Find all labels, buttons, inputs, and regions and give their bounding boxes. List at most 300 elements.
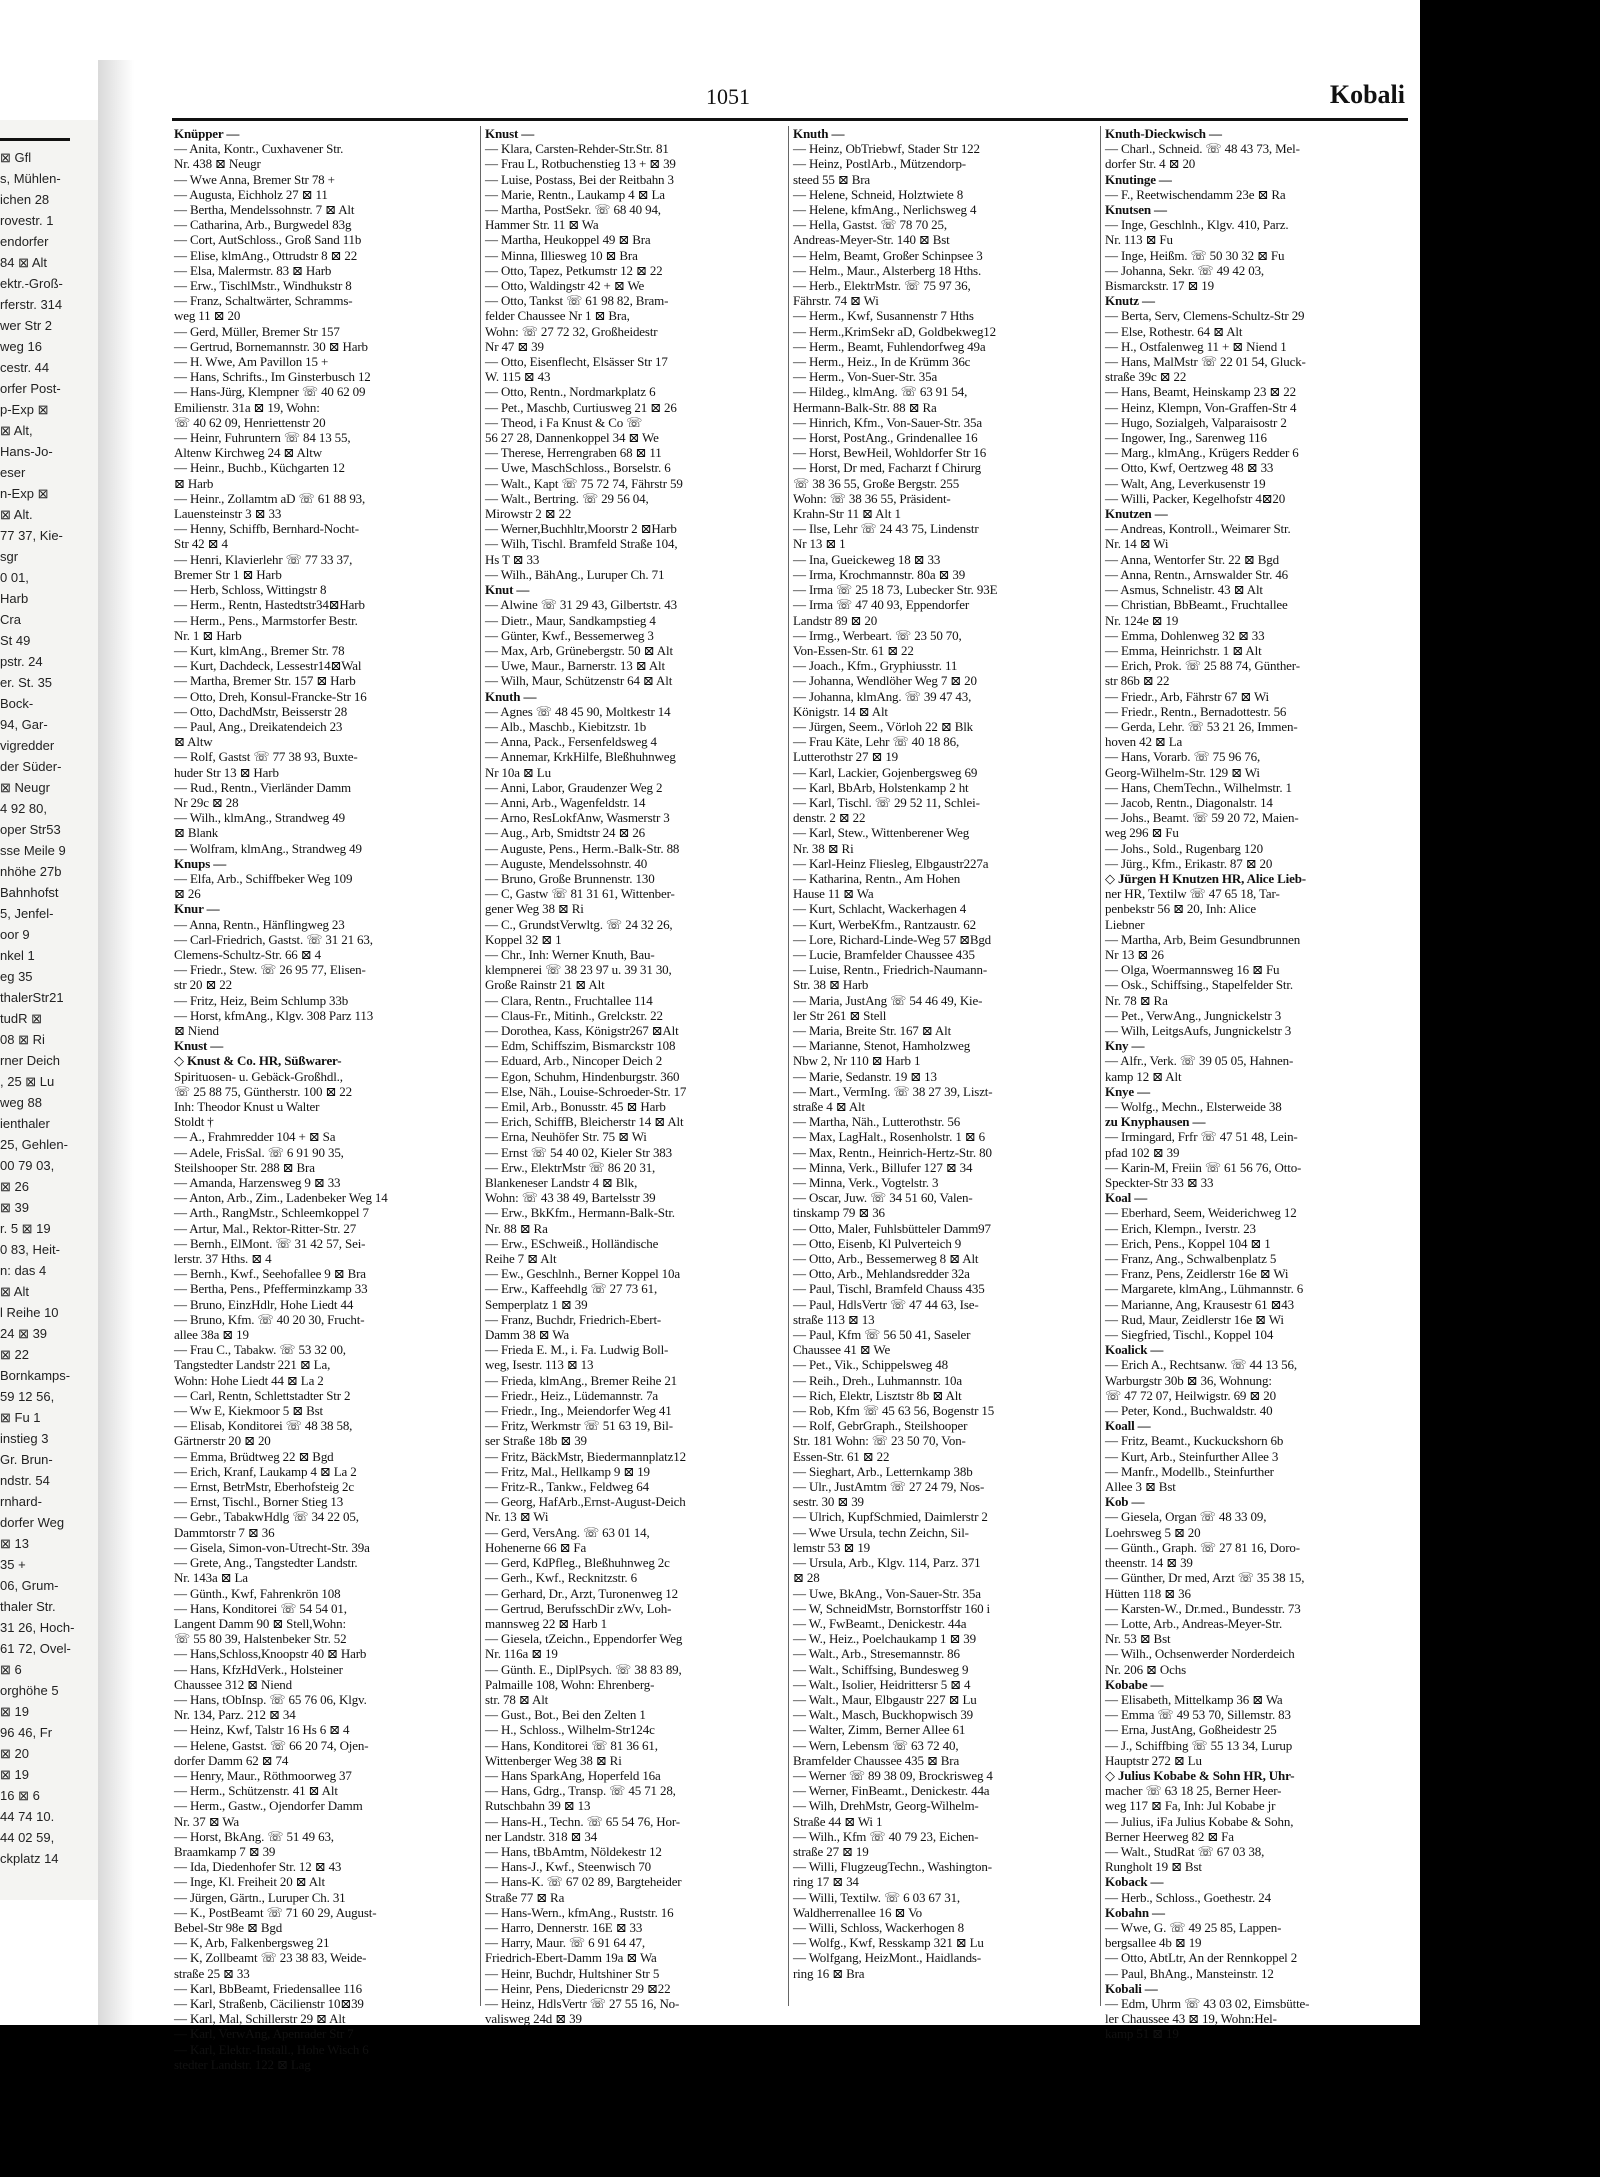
facing-page-fragment: 06, Grum- <box>0 1578 59 1593</box>
directory-entry: — Max, Rentn., Heinrich-Hertz-Str. 80 <box>793 1144 992 1160</box>
directory-entry: — Johanna, klmAng. ☏ 39 47 43, <box>793 688 972 704</box>
directory-entry: ⊠ Blank <box>174 825 219 841</box>
directory-entry: mannsweg 22 ⊠ Harb 1 <box>485 1615 607 1631</box>
directory-entry: — Heinz, ObTriebwf, Stader Str 122 <box>793 141 980 157</box>
directory-entry: Nr. 78 ⊠ Ra <box>1105 992 1168 1008</box>
directory-entry: macher ☏ 63 18 25, Berner Heer- <box>1105 1783 1282 1799</box>
page-number: 1051 <box>706 84 750 109</box>
directory-entry: — Otto, Arb., Mehlandsredder 32a <box>793 1266 970 1282</box>
directory-entry: — Maria, Breite Str. 167 ⊠ Alt <box>793 1022 952 1038</box>
directory-entry: — Walter, Zimm, Berner Allee 61 <box>793 1722 966 1738</box>
directory-entry: — Walt., Schiffsing, Bundesweg 9 <box>793 1661 969 1677</box>
directory-entry: — Hans, Schrifts., Im Ginsterbusch 12 <box>174 369 371 385</box>
directory-entry: Reihe 7 ⊠ Alt <box>485 1251 557 1267</box>
directory-entry: penbekstr 56 ⊠ 20, Inh: Alice <box>1105 901 1256 917</box>
directory-entry: Georg-Wilhelm-Str. 129 ⊠ Wi <box>1105 764 1260 780</box>
directory-column-3 <box>788 126 1093 2006</box>
directory-entry: — Osk., Schiffsing., Stapelfelder Str. <box>1105 977 1293 993</box>
directory-entry: — Herm., Kwf, Susannenstr 7 Hths <box>793 308 974 324</box>
directory-entry: — Bruno, Große Brunnenstr. 130 <box>485 870 655 886</box>
directory-entry: — Heinz, Klempn, Von-Graffen-Str 4 <box>1105 399 1297 415</box>
directory-entry: Knuth — <box>485 688 537 704</box>
directory-entry: — Pet., Maschb, Curtiusweg 21 ⊠ 26 <box>485 399 677 415</box>
directory-entry: — Georg, HafArb.,Ernst-August-Deich <box>485 1494 686 1510</box>
facing-page-fragment: 35 + <box>0 1557 26 1572</box>
facing-page-fragment: l Reihe 10 <box>0 1305 59 1320</box>
directory-entry: — Walt., Isolier, Heidrittersr 5 ⊠ 4 <box>793 1676 971 1692</box>
directory-entry: — Luise, Rentn., Friedrich-Naumann- <box>793 962 988 978</box>
directory-entry: Wohn: ☏ 43 38 49, Bartelsstr 39 <box>485 1190 656 1206</box>
facing-page-fragment: ichen 28 <box>0 192 50 207</box>
directory-entry: — Alwine ☏ 31 29 43, Gilbertstr. 43 <box>485 597 677 613</box>
directory-entry: — Horst, kfmAng., Klgv. 308 Parz 113 <box>174 1007 374 1023</box>
directory-entry: ler Chaussee 43 ⊠ 19, Wohn:Hel- <box>1105 2011 1277 2027</box>
directory-entry: — Anni, Labor, Graudenzer Weg 2 <box>485 779 663 795</box>
directory-entry: — Günter, Kwf., Bessemerweg 3 <box>485 627 654 643</box>
directory-entry: Spirituosen- u. Gebäck-Großhdl., <box>174 1068 343 1084</box>
directory-entry: — Erw., ESchweiß., Holländische <box>485 1235 659 1251</box>
directory-entry: Nr. 88 ⊠ Ra <box>485 1220 548 1236</box>
directory-entry: Hütten 118 ⊠ 36 <box>1105 1585 1191 1601</box>
directory-entry: Knutz — <box>1105 293 1155 309</box>
directory-entry: — Inge, Kl. Freiheit 20 ⊠ Alt <box>174 1874 325 1890</box>
directory-entry: — Martha, Näh., Lutterothstr. 56 <box>793 1114 961 1130</box>
directory-entry: — Ernst, BetrMstr, Eberhofsteig 2c <box>174 1479 354 1495</box>
facing-page-fragment: 61 72, Ovel- <box>0 1641 71 1656</box>
directory-entry: — Friedr., Heiz., Lüdemannstr. 7a <box>485 1387 659 1403</box>
directory-entry: — Uwe, BkAng., Von-Sauer-Str. 35a <box>793 1585 981 1601</box>
directory-entry: Hauptstr 272 ⊠ Lu <box>1105 1752 1202 1768</box>
directory-entry: — Johs., Sold., Rugenbarg 120 <box>1105 840 1263 856</box>
directory-entry: weg 296 ⊠ Fu <box>1105 825 1179 841</box>
directory-entry: — Gust., Bot., Bei den Zelten 1 <box>485 1707 646 1723</box>
directory-entry: — Mart., VermIng. ☏ 38 27 39, Liszt- <box>793 1083 993 1099</box>
directory-entry: — Else, Rothestr. 64 ⊠ Alt <box>1105 323 1243 339</box>
directory-entry: — Bruno, Kfm. ☏ 40 20 30, Frucht- <box>174 1311 365 1327</box>
directory-entry: Knust — <box>485 126 535 141</box>
directory-entry: — Hans-Jürg, Klempner ☏ 40 62 09 <box>174 384 366 400</box>
directory-entry: — Giesela, tZeichn., Eppendorfer Weg <box>485 1631 683 1647</box>
facing-page-fragment: thalerStr21 <box>0 990 64 1005</box>
facing-page-fragment: er. St. 35 <box>0 675 53 690</box>
directory-entry: ☏ 38 36 55, Große Bergstr. 255 <box>793 475 960 491</box>
directory-entry: — Carl, Rentn, Schlettstadter Str 2 <box>174 1387 351 1403</box>
directory-entry: — Anton, Arb., Zim., Ladenbeker Weg 14 <box>174 1190 388 1206</box>
directory-entry: — Therese, Herrengraben 68 ⊠ 11 <box>485 445 662 461</box>
directory-entry: W. 115 ⊠ 43 <box>485 369 551 385</box>
directory-entry: — Inge, Heißm. ☏ 50 30 32 ⊠ Fu <box>1105 247 1285 263</box>
directory-entry: — Amanda, Harzensweg 9 ⊠ 33 <box>174 1175 341 1191</box>
directory-entry: — C., GrundstVerwltg. ☏ 24 32 26, <box>485 916 673 932</box>
directory-entry: Große Rainstr 21 ⊠ Alt <box>485 977 605 993</box>
directory-entry: — K, Arb, Falkenbergsweg 21 <box>174 1935 330 1951</box>
facing-page-fragment: ⊠ 6 <box>0 1662 22 1677</box>
directory-entry: — Emma, Dohlenweg 32 ⊠ 33 <box>1105 627 1265 643</box>
directory-entry: — Wern, Lebensm ☏ 63 72 40, <box>793 1737 959 1753</box>
facing-page-fragment: rner Deich <box>0 1053 60 1068</box>
directory-entry: — Martha, PostSekr. ☏ 68 40 94, <box>485 202 661 218</box>
directory-entry: — Erich, SchiffB, Bleicherstr 14 ⊠ Alt <box>485 1114 684 1130</box>
directory-entry: — Hans, KfzHdVerk., Holsteiner <box>174 1661 343 1677</box>
directory-entry: Hammer Str. 11 ⊠ Wa <box>485 217 599 233</box>
directory-entry: — H. Wwe, Am Pavillon 15 + <box>174 354 329 370</box>
directory-entry: — C, Gastw ☏ 81 31 61, Wittenber- <box>485 886 675 902</box>
directory-entry: ring 17 ⊠ 34 <box>793 1874 859 1890</box>
directory-entry: — Fritz, Mal., Hellkamp 9 ⊠ 19 <box>485 1463 650 1479</box>
directory-entry: — W., Heiz., Poelchaukamp 1 ⊠ 39 <box>793 1631 977 1647</box>
directory-entry: Nr. 38 ⊠ Ri <box>793 840 854 856</box>
facing-page-fragment: thaler Str. <box>0 1599 56 1614</box>
directory-entry: — Lotte, Arb., Andreas-Meyer-Str. <box>1105 1615 1283 1631</box>
directory-entry: — Horst, PostAng., Grindenallee 16 <box>793 430 978 446</box>
directory-entry: — Hans, Vorarb. ☏ 75 96 76, <box>1105 749 1261 765</box>
directory-entry: — A., Frahmredder 104 + ⊠ Sa <box>174 1129 336 1145</box>
directory-entry: Kobahn — <box>1105 1904 1165 1920</box>
directory-entry: — Frau C., Tabakw. ☏ 53 32 00, <box>174 1342 346 1358</box>
directory-entry: — Rud., Rentn., Vierländer Damm <box>174 779 352 795</box>
facing-page-fragment: sse Meile 9 <box>0 843 66 858</box>
directory-entry: — Karl, Elektr.-Install., Hohe Wisch 6 <box>174 2041 369 2057</box>
directory-entry: Knuth — <box>793 126 845 141</box>
directory-entry: — Grete, Ang., Tangstedter Landstr. <box>174 1555 358 1571</box>
directory-entry: weg 11 ⊠ 20 <box>174 308 241 324</box>
directory-entry: — Bertha, Pens., Pfefferminzkamp 33 <box>174 1281 368 1297</box>
directory-entry: — Rolf, GebrGraph., Steilshooper <box>793 1418 968 1434</box>
directory-entry: dorfer Damm 62 ⊠ 74 <box>174 1752 289 1768</box>
directory-entry: Wohn: ☏ 38 36 55, Präsident- <box>793 490 951 506</box>
directory-entry: — Helm., Maur., Alsterberg 18 Hths. <box>793 262 982 278</box>
directory-entry: — Wilh., Kfm ☏ 40 79 23, Eichen- <box>793 1828 979 1844</box>
directory-entry: — Karsten-W., Dr.med., Bundesstr. 73 <box>1105 1600 1301 1616</box>
directory-entry: Knye — <box>1105 1083 1150 1099</box>
directory-entry: — Walt, Ang, Leverkusenstr 19 <box>1105 475 1266 491</box>
directory-entry: stedter Landstr. 122 ⊠ Lag <box>174 2056 311 2072</box>
directory-entry: Fährstr. 74 ⊠ Wi <box>793 293 879 309</box>
directory-entry: — Hans, Gdrg., Transp. ☏ 45 71 28, <box>485 1783 676 1799</box>
directory-entry: — Rich, Elektr, Lisztstr 8b ⊠ Alt <box>793 1387 962 1403</box>
directory-entry: — Theod, i Fa Knust & Co ☏ <box>485 414 643 430</box>
directory-entry: — Paul, Ang., Dreikatendeich 23 <box>174 718 343 734</box>
directory-entry: Kny — <box>1105 1038 1145 1054</box>
directory-entry: Langent Damm 90 ⊠ Stell,Wohn: <box>174 1615 346 1631</box>
directory-entry: steed 55 ⊠ Bra <box>793 171 871 187</box>
directory-entry: — Wilh., Ochsenwerder Norderdeich <box>1105 1646 1295 1662</box>
directory-page <box>168 60 1413 2072</box>
directory-entry: — Emil, Arb., Bonusstr. 45 ⊠ Harb <box>485 1099 666 1114</box>
directory-entry: Knuth-Dieckwisch — <box>1105 126 1222 141</box>
directory-entry: — Herm., Von-Suer-Str. 35a <box>793 369 938 385</box>
facing-page-fragment: , 25 ⊠ Lu <box>0 1074 55 1089</box>
facing-page-fragment: der Süder- <box>0 759 62 774</box>
directory-entry: — Helene, Schneid, Holztwiete 8 <box>793 186 964 202</box>
directory-entry: — Horst, BewHeil, Wohldorfer Str 16 <box>793 445 987 461</box>
directory-entry: — Erw., Kaffeehdlg ☏ 27 73 61, <box>485 1281 658 1297</box>
facing-page-fragment: weg 88 <box>0 1095 42 1110</box>
facing-page-fragment: orfer Post- <box>0 381 61 396</box>
directory-entry: — Hans-J., Kwf., Steenwisch 70 <box>485 1859 651 1875</box>
facing-page-fragment: ⊠ Alt, <box>0 423 33 438</box>
directory-entry: — Heinz, PostlArb., Mützendorp- <box>793 156 966 172</box>
directory-column-2 <box>480 126 783 2027</box>
directory-entry: — Auguste, Pens., Herm.-Balk-Str. 88 <box>485 840 680 856</box>
directory-entry: — Gerd, Müller, Bremer Str 157 <box>174 323 340 339</box>
directory-entry: — Erich, Kranf, Laukamp 4 ⊠ La 2 <box>174 1463 357 1479</box>
directory-entry: — Ulrich, KupfSchmied, Daimlerstr 2 <box>793 1509 988 1525</box>
directory-entry: — Eduard, Arb., Nincoper Deich 2 <box>485 1053 663 1069</box>
directory-entry: Altenw Kirchweg 24 ⊠ Altw <box>174 445 322 461</box>
facing-page-fragment: eg 35 <box>0 969 33 984</box>
directory-entry: — Anna, Rentn., Arnswalder Str. 46 <box>1105 566 1289 582</box>
directory-entry: — Agnes ☏ 48 45 90, Moltkestr 14 <box>485 703 671 719</box>
directory-entry: — Werner,Buchhltr,Moorstr 2 ⊠Harb <box>485 521 677 537</box>
directory-entry: Koal — <box>1105 1190 1148 1206</box>
directory-entry: — Lore, Richard-Linde-Weg 57 ⊠Bgd <box>793 931 992 947</box>
directory-entry: — Bernh., Kwf., Seehofallee 9 ⊠ Bra <box>174 1266 366 1282</box>
directory-entry: — Ingower, Ing., Sarenweg 116 <box>1105 430 1267 446</box>
directory-entry: — W., FwBeamt., Denickestr. 44a <box>793 1615 967 1631</box>
directory-entry: — Günther, Dr med, Arzt ☏ 35 38 15, <box>1105 1570 1305 1586</box>
directory-entry: Bremer Str 1 ⊠ Harb <box>174 566 282 582</box>
directory-entry: — Otto, Arb., Bessemerweg 8 ⊠ Alt <box>793 1251 979 1267</box>
directory-entry: — Walt., Bertring. ☏ 29 56 04, <box>485 490 649 506</box>
facing-page-fragment: ⊠ 39 <box>0 1200 29 1215</box>
directory-entry: — Gertrud, BerufsschDir zWv, Loh- <box>485 1600 672 1616</box>
directory-entry: huder Str 13 ⊠ Harb <box>174 764 279 780</box>
directory-entry: Hause 11 ⊠ Wa <box>793 886 874 902</box>
directory-entry: — Sieghart, Arb., Letternkamp 38b <box>793 1463 973 1479</box>
directory-entry: — Ina, Gueickeweg 18 ⊠ 33 <box>793 551 941 567</box>
directory-entry: — Arth., RangMstr., Schleemkoppel 7 <box>174 1205 369 1221</box>
directory-entry: — Karl, VerwAng, Apenrader Str 7 <box>174 2026 354 2042</box>
directory-entry: — Paul, Kfm ☏ 56 50 41, Saseler <box>793 1327 971 1343</box>
directory-entry: — Herb., Schloss., Goethestr. 24 <box>1105 1889 1271 1905</box>
directory-entry: — Elfa, Arb., Schiffbeker Weg 109 <box>174 870 353 886</box>
directory-entry: — Reih., Dreh., Luhmannstr. 10a <box>793 1372 963 1388</box>
directory-entry: Knut — <box>485 582 530 598</box>
directory-entry: Waldherrenallee 16 ⊠ Vo <box>793 1904 923 1920</box>
directory-entry: — Herm., Rentn, Hastedtstr34⊠Harb <box>174 597 365 613</box>
directory-entry: — Alb., Maschb., Kiebitzstr. 1b <box>485 718 647 734</box>
directory-entry: — Minna, Verk., Vogtelstr. 3 <box>793 1175 939 1191</box>
directory-entry: Tangstedter Landstr 221 ⊠ La, <box>174 1357 331 1373</box>
directory-entry: Koalick — <box>1105 1342 1164 1358</box>
directory-entry: ⊠ Niend <box>174 1022 219 1038</box>
directory-entry: — Paul, Tischl, Bramfeld Chauss 435 <box>793 1281 985 1297</box>
directory-entry: Loehrsweg 5 ⊠ 20 <box>1105 1524 1201 1540</box>
directory-entry: — Henri, Klavierlehr ☏ 77 33 37, <box>174 551 353 567</box>
directory-entry: — Franz, Pens, Zeidlerstr 16e ⊠ Wi <box>1105 1266 1289 1282</box>
directory-entry: — Lucie, Bramfelder Chaussee 435 <box>793 946 975 962</box>
directory-entry: — Julius, iFa Julius Kobabe & Sohn, <box>1105 1813 1294 1829</box>
directory-entry: — Annemar, KrkHilfe, Bleßhuhnweg <box>485 749 676 765</box>
directory-entry: — Franz, Ang., Schwalbenplatz 5 <box>1105 1251 1277 1267</box>
directory-entry: — Hans,Schloss,Knoopstr 40 ⊠ Harb <box>174 1646 367 1662</box>
directory-entry: — Günth., Kwf, Fahrenkrön 108 <box>174 1585 341 1601</box>
facing-page-fragment: Gr. Brun- <box>0 1452 53 1467</box>
directory-entry: Kob — <box>1105 1494 1145 1510</box>
directory-entry: weg 117 ⊠ Fa, Inh: Jul Kobabe jr <box>1105 1798 1276 1814</box>
directory-entry: — Gisela, Simon-von-Utrecht-Str. 39a <box>174 1539 370 1555</box>
directory-entry: — Willi, Textilw. ☏ 6 03 67 31, <box>793 1889 961 1905</box>
directory-entry: ☏ 25 88 75, Güntherstr. 100 ⊠ 22 <box>174 1083 352 1099</box>
directory-entry: — Max, Arb, Grünebergstr. 50 ⊠ Alt <box>485 642 673 658</box>
facing-page-fragment: p-Exp ⊠ <box>0 402 49 417</box>
directory-entry: — Gebr., TabakwHdlg ☏ 34 22 05, <box>174 1509 359 1525</box>
directory-entry: pfad 102 ⊠ 39 <box>1105 1144 1180 1160</box>
directory-entry: Emilienstr. 31a ⊠ 19, Wohn: <box>174 399 320 415</box>
facing-page-fragment: endorfer <box>0 234 49 249</box>
directory-entry: Kobali — <box>1105 1980 1158 1996</box>
directory-entry: Straße 44 ⊠ Wi 1 <box>793 1813 883 1829</box>
directory-entry: ⊠ Harb <box>174 475 214 491</box>
directory-entry: theenstr. 14 ⊠ 39 <box>1105 1555 1193 1571</box>
directory-entry: — Edm, Schiffszim, Bismarckstr 108 <box>485 1038 676 1054</box>
directory-entry: — Herm., Pens., Marmstorfer Bestr. <box>174 612 358 628</box>
facing-page-fragment: orghöhe 5 <box>0 1683 59 1698</box>
directory-entry: — Karl, BbBeamt, Friedensallee 116 <box>174 1980 362 1996</box>
directory-entry: — Aug., Arb, Smidtstr 24 ⊠ 26 <box>485 825 646 841</box>
directory-entry: — Frieda, klmAng., Bremer Reihe 21 <box>485 1372 678 1388</box>
directory-entry: Bramfelder Chaussee 435 ⊠ Bra <box>793 1752 960 1768</box>
directory-entry: — Rolf, Gastst ☏ 77 38 93, Buxte- <box>174 749 358 765</box>
directory-entry: — Otto, DachdMstr, Beisserstr 28 <box>174 703 348 719</box>
directory-entry: straße 113 ⊠ 13 <box>793 1311 875 1327</box>
facing-page-fragment: 94, Gar- <box>0 717 48 732</box>
directory-entry: — Jürgen, Gärtn., Luruper Ch. 31 <box>174 1889 346 1905</box>
directory-entry: — Walt., Maur, Elbgaustr 227 ⊠ Lu <box>793 1691 977 1707</box>
directory-entry: — Anni, Arb., Wagenfeldstr. 14 <box>485 794 646 810</box>
directory-entry: — Gerd, KdPfleg., Bleßhuhnweg 2c <box>485 1555 670 1571</box>
directory-entry: — Irma ☏ 25 18 73, Lubecker Str. 93E <box>793 582 998 598</box>
directory-entry: — Erna, Neuhöfer Str. 75 ⊠ Wi <box>485 1129 647 1145</box>
directory-entry: — Hans, MalMstr ☏ 22 01 54, Gluck- <box>1105 354 1306 370</box>
directory-entry: — Martha, Arb, Beim Gesundbrunnen <box>1105 931 1301 947</box>
directory-entry: ⊠ 26 <box>174 886 201 902</box>
directory-entry: — Karl, Tischl. ☏ 29 52 11, Schlei- <box>793 794 980 810</box>
directory-entry: Friedrich-Ebert-Damm 19a ⊠ Wa <box>485 1950 657 1966</box>
directory-entry: — Kurt, Schlacht, Wackerhagen 4 <box>793 901 967 917</box>
directory-entry: Berner Heerweg 82 ⊠ Fa <box>1105 1828 1234 1844</box>
directory-entry: straße 4 ⊠ Alt <box>793 1099 865 1114</box>
directory-entry: — Heinr., Zollamtm aD ☏ 61 88 93, <box>174 490 366 506</box>
facing-page-fragment: dorfer Weg <box>0 1515 65 1530</box>
directory-entry: — Elisab, Konditorei ☏ 48 38 58, <box>174 1418 353 1434</box>
directory-entry: — Walt., StudRat ☏ 67 03 38, <box>1105 1843 1265 1859</box>
directory-entry: Lutterothstr 27 ⊠ 19 <box>793 749 899 765</box>
facing-page-fragment: oor 9 <box>0 927 30 942</box>
directory-entry: Stoldt † <box>174 1114 214 1130</box>
directory-entry: — Hans, tBbAmtm, Nöldekestr 12 <box>485 1843 662 1859</box>
directory-entry: — J., Schiffbing ☏ 55 13 34, Lurup <box>1105 1737 1293 1753</box>
directory-entry: — Wolfg., Mechn., Elsterweide 38 <box>1105 1099 1282 1114</box>
directory-entry: — Henny, Schiffb, Bernhard-Nocht- <box>174 521 359 537</box>
directory-entry: Chaussee 41 ⊠ We <box>793 1342 891 1358</box>
directory-entry: — Max, LagHalt., Rosenholstr. 1 ⊠ 6 <box>793 1129 985 1145</box>
facing-page-fragment: nhöhe 27b <box>0 864 62 879</box>
directory-entry: — Dietr., Maur, Sandkampstieg 4 <box>485 612 656 628</box>
directory-entry: dorfer Str. 4 ⊠ 20 <box>1105 156 1196 172</box>
directory-entry: — H., Ostfalenweg 11 + ⊠ Niend 1 <box>1105 338 1287 354</box>
directory-entry: — Irma, Krochmannstr. 80a ⊠ 39 <box>793 566 966 582</box>
facing-page-fragment: eser <box>0 465 26 480</box>
directory-entry: Palmaille 108, Wohn: Ehrenberg- <box>485 1676 655 1692</box>
directory-entry: — Herm.,KrimSekr aD, Goldbekweg12 <box>793 323 997 339</box>
directory-entry: — Karin-M, Freiin ☏ 61 56 76, Otto- <box>1105 1159 1302 1175</box>
directory-entry: — Wilh, Tischl. Bramfeld Straße 104, <box>485 536 678 552</box>
directory-entry: — Anna, Pack., Fersenfeldsweg 4 <box>485 734 657 750</box>
directory-entry: Koppel 32 ⊠ 1 <box>485 931 562 947</box>
directory-entry: — Karl, Straßenb, Cäcilienstr 10⊠39 <box>174 1995 364 2011</box>
directory-entry: — Otto, Tapez, Petkumstr 12 ⊠ 22 <box>485 262 663 278</box>
facing-page-fragment: instieg 3 <box>0 1431 49 1446</box>
directory-entry: Chaussee 312 ⊠ Niend <box>174 1676 293 1692</box>
directory-entry: — Hans-H., Techn. ☏ 65 54 76, Hor- <box>485 1813 680 1829</box>
facing-page-fragment: Bock- <box>0 696 34 711</box>
facing-page-fragment: cestr. 44 <box>0 360 50 375</box>
directory-entry: — Frau L, Rotbuchenstieg 13 + ⊠ 39 <box>485 156 676 172</box>
directory-entry: — Hugo, Sozialgeh, Valparaisostr 2 <box>1105 414 1287 430</box>
facing-page-fragment: ⊠ Neugr <box>0 780 50 795</box>
directory-entry: — Christian, BbBeamt., Fruchtallee <box>1105 597 1288 613</box>
directory-entry: — Ww E, Kiekmoor 5 ⊠ Bst <box>174 1403 323 1419</box>
directory-entry: — Irma ☏ 47 40 93, Eppendorfer <box>793 597 970 613</box>
directory-entry: Nr. 113 ⊠ Fu <box>1105 232 1173 248</box>
directory-entry: — Werner ☏ 89 38 09, Brockrisweg 4 <box>793 1767 993 1783</box>
directory-entry: Bebel-Str 98e ⊠ Bgd <box>174 1919 283 1935</box>
directory-entry: — Karl, Lackier, Gojenbergsweg 69 <box>793 764 978 780</box>
directory-entry: Königstr. 14 ⊠ Alt <box>793 703 888 719</box>
directory-entry: — Otto, Kwf, Oertzweg 48 ⊠ 33 <box>1105 460 1274 476</box>
directory-entry: — Wilh., klmAng., Strandweg 49 <box>174 810 345 826</box>
directory-entry: — Ernst ☏ 54 40 02, Kieler Str 383 <box>485 1144 672 1160</box>
directory-entry: — Andreas, Kontroll., Weimarer Str. <box>1105 521 1291 537</box>
directory-entry: hoven 42 ⊠ La <box>1105 734 1183 750</box>
directory-entry: ner HR, Textilw ☏ 47 65 18, Tar- <box>1105 886 1280 902</box>
directory-entry: — Heinz, HdlsVertr ☏ 27 55 16, No- <box>485 1995 680 2011</box>
directory-entry: ⊠ 28 <box>793 1570 820 1586</box>
directory-entry: ring 16 ⊠ Bra <box>793 1965 865 1981</box>
directory-entry: Speckter-Str 33 ⊠ 33 <box>1105 1175 1214 1191</box>
directory-entry: — Horst, Dr med, Facharzt f Chirurg <box>793 460 982 476</box>
facing-page-fragment: ⊠ 26 <box>0 1179 29 1194</box>
facing-page-fragment: pstr. 24 <box>0 654 43 669</box>
directory-entry: ☏ 55 80 39, Halstenbeker Str. 52 <box>174 1631 347 1647</box>
facing-page-fragment: 0 01, <box>0 570 29 585</box>
directory-entry: kamp 51 ⊠ 19 <box>1105 2026 1179 2042</box>
directory-entry: — Gerh., Kwf., Recknitzstr. 6 <box>485 1570 637 1586</box>
directory-entry: — Johanna, Wendlöher Weg 7 ⊠ 20 <box>793 673 977 689</box>
directory-entry: Damm 38 ⊠ Wa <box>485 1327 569 1343</box>
directory-entry: — Minna, Illiesweg 10 ⊠ Bra <box>485 247 638 263</box>
directory-entry: — Friedr., Arb, Fährstr 67 ⊠ Wi <box>1105 688 1270 704</box>
facing-page-fragment: 5, Jenfel- <box>0 906 54 921</box>
facing-page-fragment: sgr <box>0 549 19 564</box>
facing-page-fragment: weg 16 <box>0 339 42 354</box>
directory-entry: — Fritz-R., Tankw., Feldweg 64 <box>485 1479 649 1495</box>
directory-entry: 56 27 28, Dannenkoppel 34 ⊠ We <box>485 430 659 446</box>
directory-entry: — Wilh, Maur, Schützenstr 64 ⊠ Alt <box>485 673 673 689</box>
directory-entry: — Harro, Dennerstr. 16E ⊠ 33 <box>485 1919 643 1935</box>
directory-entry: Nr. 143a ⊠ La <box>174 1570 248 1586</box>
directory-entry: Warburgstr 30b ⊠ 36, Wohnung: <box>1105 1372 1272 1388</box>
directory-entry: — Fritz, BäckMstr, Biedermannplatz12 <box>485 1448 686 1464</box>
book-gutter <box>98 60 158 2025</box>
directory-entry: — Cort, AutSchloss., Groß Sand 11b <box>174 232 362 248</box>
directory-entry: — Otto, AbtLtr, An der Rennkoppel 2 <box>1105 1950 1298 1966</box>
directory-entry: kamp 12 ⊠ Alt <box>1105 1068 1182 1084</box>
directory-entry: Rutschbahn 39 ⊠ 13 <box>485 1798 591 1814</box>
directory-entry: — Augusta, Eichholz 27 ⊠ 11 <box>174 186 328 202</box>
